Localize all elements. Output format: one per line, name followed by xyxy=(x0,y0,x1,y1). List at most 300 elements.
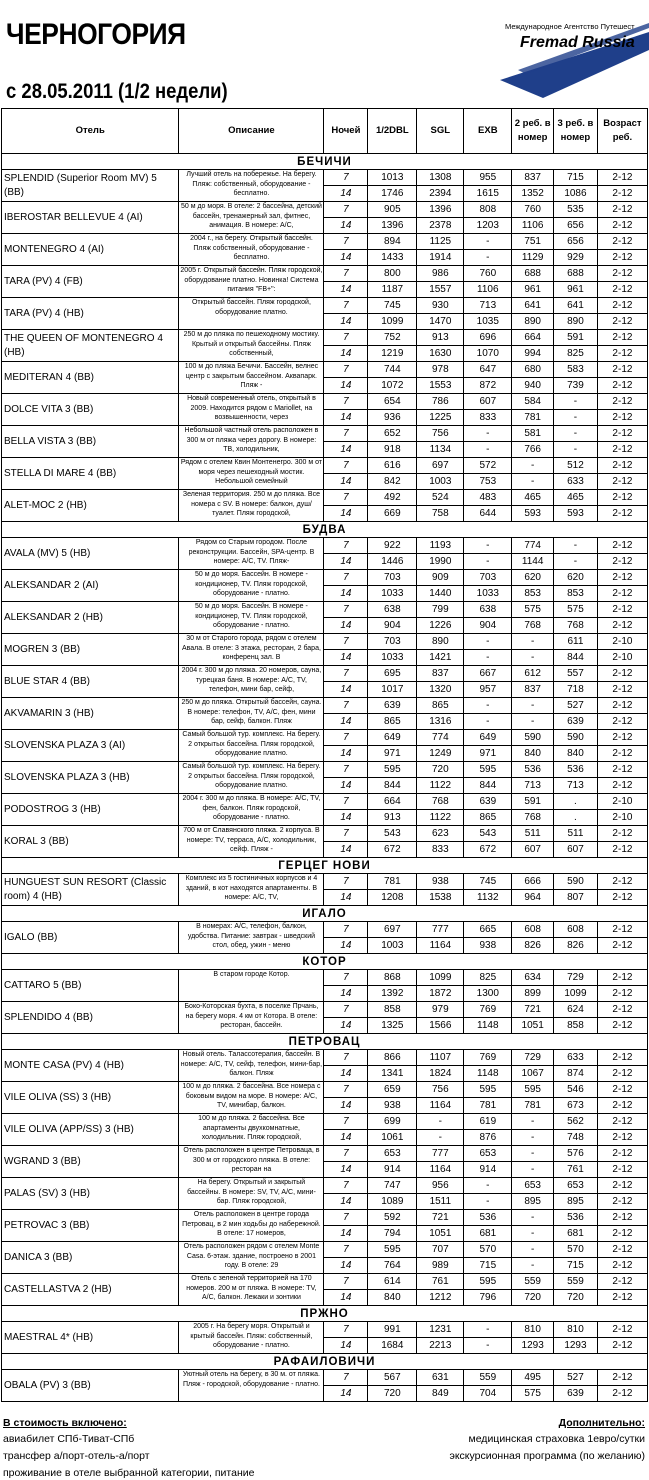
price-cell: 2-10 xyxy=(597,810,647,826)
hotel-name: SLOVENSKA PLAZA 3 (HB) xyxy=(2,762,179,794)
price-cell: 777 xyxy=(417,922,464,938)
price-cell: 536 xyxy=(512,762,554,778)
hotel-name: HUNGUEST SUN RESORT (Classic room) 4 (HB) xyxy=(2,874,179,906)
nights-cell: 7 xyxy=(324,970,368,986)
table-row xyxy=(2,234,648,250)
price-cell: 1538 xyxy=(417,890,464,906)
price-cell: 758 xyxy=(417,506,464,522)
price-cell: 2-12 xyxy=(597,1274,647,1290)
price-cell: 2-12 xyxy=(597,970,647,986)
price-cell: 2-12 xyxy=(597,1290,647,1306)
hotel-description: Открытый бассейн. Пляж городской, оборудование платно. xyxy=(179,298,324,330)
table-header-row xyxy=(2,109,648,154)
price-cell: - xyxy=(512,1130,554,1146)
price-cell: 535 xyxy=(554,202,598,218)
price-cell: 656 xyxy=(554,218,598,234)
price-cell: 979 xyxy=(417,1002,464,1018)
hotel-description: 100 м до пляжа. 2 бассейна. Все номера с боковым видом на море. В номере: A/C, TV, минибар, балкон. xyxy=(179,1082,324,1114)
price-cell: 938 xyxy=(368,1098,417,1114)
table-row xyxy=(2,1274,648,1290)
price-cell: 559 xyxy=(554,1274,598,1290)
price-cell: 620 xyxy=(554,570,598,586)
hotel-name: CASTELLASTVA 2 (HB) xyxy=(2,1274,179,1306)
region-row xyxy=(2,1034,648,1050)
price-cell: 672 xyxy=(464,842,512,858)
price-cell: 536 xyxy=(554,762,598,778)
price-cell: 768 xyxy=(417,794,464,810)
price-cell: 644 xyxy=(464,506,512,522)
nights-cell: 7 xyxy=(324,394,368,410)
price-cell: 681 xyxy=(464,1226,512,1242)
price-cell: 2-12 xyxy=(597,1178,647,1194)
price-cell: 744 xyxy=(368,362,417,378)
price-cell: 876 xyxy=(464,1130,512,1146)
price-cell: - xyxy=(464,426,512,442)
price-cell: 590 xyxy=(554,874,598,890)
price-cell: 929 xyxy=(554,250,598,266)
price-cell: 1249 xyxy=(417,746,464,762)
price-cell: 2-12 xyxy=(597,922,647,938)
hotel-name: AKVAMARIN 3 (HB) xyxy=(2,698,179,730)
nights-cell: 14 xyxy=(324,1098,368,1114)
nights-cell: 14 xyxy=(324,1162,368,1178)
price-cell: 576 xyxy=(554,1146,598,1162)
price-cell: 840 xyxy=(554,746,598,762)
price-cell: 2-12 xyxy=(597,298,647,314)
price-cell: 595 xyxy=(512,1082,554,1098)
price-cell: 703 xyxy=(368,570,417,586)
price-cell: 1421 xyxy=(417,650,464,666)
hotel-description: На берегу. Открытый и закрытый бассейны. В номере: SV, TV, A/C, мини-бар. Пляж городской, xyxy=(179,1178,324,1210)
price-cell: 890 xyxy=(417,634,464,650)
hotel-name: DANICA 3 (BB) xyxy=(2,1242,179,1274)
nights-cell: 7 xyxy=(324,794,368,810)
price-cell: 1144 xyxy=(512,554,554,570)
price-cell: 760 xyxy=(464,266,512,282)
nights-cell: 14 xyxy=(324,938,368,954)
price-cell: 781 xyxy=(512,1098,554,1114)
nights-cell: 7 xyxy=(324,266,368,282)
nights-cell: 7 xyxy=(324,1082,368,1098)
price-cell: 639 xyxy=(464,794,512,810)
price-cell: 667 xyxy=(464,666,512,682)
nights-cell: 7 xyxy=(324,538,368,554)
price-cell: 1051 xyxy=(417,1226,464,1242)
price-cell: - xyxy=(464,714,512,730)
price-cell: 914 xyxy=(464,1162,512,1178)
table-row xyxy=(2,458,648,474)
price-cell: 575 xyxy=(512,602,554,618)
table-row xyxy=(2,1178,648,1194)
price-cell: 591 xyxy=(512,794,554,810)
price-cell: 865 xyxy=(417,698,464,714)
price-cell: 781 xyxy=(464,1098,512,1114)
hotel-name: DOLCE VITA 3 (BB) xyxy=(2,394,179,426)
price-cell: 707 xyxy=(417,1242,464,1258)
hotel-name: TARA (PV) 4 (FB) xyxy=(2,266,179,298)
price-cell: 849 xyxy=(417,1386,464,1402)
hotel-name: MOGREN 3 (BB) xyxy=(2,634,179,666)
price-cell: 874 xyxy=(554,1066,598,1082)
table-row xyxy=(2,570,648,586)
price-cell: 2-12 xyxy=(597,1114,647,1130)
price-cell: 938 xyxy=(464,938,512,954)
nights-cell: 7 xyxy=(324,1050,368,1066)
price-cell: 608 xyxy=(554,922,598,938)
price-cell: 688 xyxy=(512,266,554,282)
price-cell: 1433 xyxy=(368,250,417,266)
nights-cell: 7 xyxy=(324,730,368,746)
price-cell: . xyxy=(554,794,598,810)
price-cell: 713 xyxy=(554,778,598,794)
price-cell: 2-12 xyxy=(597,1002,647,1018)
price-cell: 837 xyxy=(512,682,554,698)
price-cell: 2-12 xyxy=(597,730,647,746)
price-cell: - xyxy=(464,250,512,266)
price-cell: 957 xyxy=(464,682,512,698)
price-cell: 465 xyxy=(554,490,598,506)
price-cell: 1396 xyxy=(368,218,417,234)
price-cell: 2-12 xyxy=(597,890,647,906)
price-cell: 1511 xyxy=(417,1194,464,1210)
price-cell: 890 xyxy=(554,314,598,330)
price-cell: - xyxy=(464,554,512,570)
nights-cell: 14 xyxy=(324,1386,368,1402)
price-cell: 868 xyxy=(368,970,417,986)
price-cell: 894 xyxy=(368,234,417,250)
price-cell: 1129 xyxy=(512,250,554,266)
price-cell: 647 xyxy=(464,362,512,378)
nights-cell: 7 xyxy=(324,1370,368,1386)
price-cell: 654 xyxy=(368,394,417,410)
price-cell: - xyxy=(464,442,512,458)
nights-cell: 14 xyxy=(324,442,368,458)
price-cell: 905 xyxy=(368,202,417,218)
price-cell: 543 xyxy=(464,826,512,842)
price-cell: 567 xyxy=(368,1370,417,1386)
price-cell: 2-10 xyxy=(597,634,647,650)
price-cell: 895 xyxy=(512,1194,554,1210)
nights-cell: 14 xyxy=(324,1130,368,1146)
price-cell: 955 xyxy=(464,170,512,186)
table-row xyxy=(2,730,648,746)
price-cell: 680 xyxy=(512,362,554,378)
price-cell: 1231 xyxy=(417,1322,464,1338)
price-cell: 653 xyxy=(554,1178,598,1194)
table-row xyxy=(2,602,648,618)
price-cell: 904 xyxy=(464,618,512,634)
price-cell: 777 xyxy=(417,1146,464,1162)
price-cell: 639 xyxy=(368,698,417,714)
table-row xyxy=(2,1082,648,1098)
column-header: 1/2DBL xyxy=(368,109,417,154)
page-subtitle: с 28.05.2011 (1/2 недели) xyxy=(6,80,228,103)
price-cell: 2-12 xyxy=(597,474,647,490)
price-cell: 704 xyxy=(464,1386,512,1402)
price-cell: 631 xyxy=(417,1370,464,1386)
price-cell: 2-12 xyxy=(597,714,647,730)
table-row xyxy=(2,1146,648,1162)
hotel-description: 700 м от Славянского пляжа. 2 корпуса. В номере: TV, терраса, A/C, холодильник, сейф. Пляж - xyxy=(179,826,324,858)
price-cell: 590 xyxy=(512,730,554,746)
price-cell: 1013 xyxy=(368,170,417,186)
price-cell: 720 xyxy=(417,762,464,778)
price-cell: 1293 xyxy=(512,1338,554,1354)
price-cell: 899 xyxy=(512,986,554,1002)
price-cell: 546 xyxy=(554,1082,598,1098)
price-cell: 1553 xyxy=(417,378,464,394)
price-cell: 2-12 xyxy=(597,618,647,634)
price-cell: 536 xyxy=(554,1210,598,1226)
hotel-description: Самый большой тур. комплекс. На берегу. 2 открытых бассейна. Пляж городской, оборудование платно. xyxy=(179,730,324,762)
hotel-name: ALEKSANDAR 2 (AI) xyxy=(2,570,179,602)
price-cell: 2-12 xyxy=(597,1194,647,1210)
price-cell: 940 xyxy=(512,378,554,394)
price-cell: 2-12 xyxy=(597,394,647,410)
hotel-name: IBEROSTAR BELLEVUE 4 (AI) xyxy=(2,202,179,234)
region-name: ИГАЛО xyxy=(2,906,648,922)
nights-cell: 14 xyxy=(324,1290,368,1306)
price-cell: 825 xyxy=(464,970,512,986)
table-row xyxy=(2,666,648,682)
price-cell: 595 xyxy=(368,1242,417,1258)
column-header: 3 реб. в номер xyxy=(554,109,598,154)
nights-cell: 7 xyxy=(324,1210,368,1226)
price-cell: 713 xyxy=(464,298,512,314)
nights-cell: 14 xyxy=(324,682,368,698)
included-item: авиабилет СПб-Тиват-СПб xyxy=(3,1433,135,1445)
nights-cell: 7 xyxy=(324,202,368,218)
price-cell: 713 xyxy=(512,778,554,794)
price-cell: 1148 xyxy=(464,1018,512,1034)
price-cell: 715 xyxy=(554,1258,598,1274)
hotel-description: Отель расположен рядом с отелем Monte Casa. 6-этаж. здание, построено в 2001 году. В отеле: 29 xyxy=(179,1242,324,1274)
price-cell: 1914 xyxy=(417,250,464,266)
price-cell: 761 xyxy=(554,1162,598,1178)
price-cell: 2-12 xyxy=(597,218,647,234)
price-cell: 512 xyxy=(554,458,598,474)
price-cell: - xyxy=(512,1258,554,1274)
price-cell: 739 xyxy=(554,378,598,394)
price-cell: 761 xyxy=(417,1274,464,1290)
price-cell: 583 xyxy=(554,362,598,378)
price-cell: 1122 xyxy=(417,778,464,794)
price-cell: 2-12 xyxy=(597,426,647,442)
price-cell: 825 xyxy=(554,346,598,362)
hotel-description: В старом городе Котор. xyxy=(179,970,324,1002)
nights-cell: 7 xyxy=(324,634,368,650)
price-cell: 611 xyxy=(554,634,598,650)
hotel-name: MONTE CASA (PV) 4 (HB) xyxy=(2,1050,179,1082)
price-cell: 1003 xyxy=(417,474,464,490)
price-cell: 575 xyxy=(554,602,598,618)
price-cell: 1566 xyxy=(417,1018,464,1034)
nights-cell: 7 xyxy=(324,170,368,186)
price-cell: 527 xyxy=(554,698,598,714)
price-cell: 794 xyxy=(368,1226,417,1242)
price-cell: 697 xyxy=(368,922,417,938)
nights-cell: 14 xyxy=(324,410,368,426)
column-header: Ночей xyxy=(324,109,368,154)
column-header: 2 реб. в номер xyxy=(512,109,554,154)
price-cell: 810 xyxy=(554,1322,598,1338)
price-cell: 837 xyxy=(417,666,464,682)
hotel-name: VILE OLIVA (APP/SS) 3 (HB) xyxy=(2,1114,179,1146)
price-cell: 2-12 xyxy=(597,826,647,842)
hotel-name: CATTARO 5 (BB) xyxy=(2,970,179,1002)
hotel-description: 50 м до моря. Бассейн. В номере - кондиционер, TV. Пляж городской, оборудование - платно. xyxy=(179,570,324,602)
price-cell: 826 xyxy=(554,938,598,954)
price-cell: 781 xyxy=(512,410,554,426)
price-cell: 872 xyxy=(464,378,512,394)
price-cell: 844 xyxy=(554,650,598,666)
price-table xyxy=(1,108,648,1402)
price-cell: . xyxy=(554,810,598,826)
price-cell: 766 xyxy=(512,442,554,458)
price-cell: 1099 xyxy=(368,314,417,330)
price-cell: 2-12 xyxy=(597,762,647,778)
price-cell: 1872 xyxy=(417,986,464,1002)
price-cell: - xyxy=(464,698,512,714)
price-cell: 1070 xyxy=(464,346,512,362)
price-cell: 720 xyxy=(368,1386,417,1402)
nights-cell: 7 xyxy=(324,330,368,346)
price-cell: 641 xyxy=(512,298,554,314)
nights-cell: 7 xyxy=(324,1322,368,1338)
price-cell: 781 xyxy=(368,874,417,890)
included-item: проживание в отеле выбранной категории, питание xyxy=(3,1467,255,1479)
nights-cell: 14 xyxy=(324,186,368,202)
price-cell: 768 xyxy=(512,618,554,634)
price-cell: 1203 xyxy=(464,218,512,234)
price-cell: 595 xyxy=(464,1274,512,1290)
price-cell: 652 xyxy=(368,426,417,442)
table-row xyxy=(2,170,648,186)
price-cell: 511 xyxy=(554,826,598,842)
hotel-name: OBALA (PV) 3 (BB) xyxy=(2,1370,179,1402)
nights-cell: 14 xyxy=(324,474,368,490)
nights-cell: 7 xyxy=(324,426,368,442)
price-cell: 807 xyxy=(554,890,598,906)
price-cell: 964 xyxy=(512,890,554,906)
price-cell: 2-12 xyxy=(597,1242,647,1258)
price-cell: 718 xyxy=(554,682,598,698)
price-cell: 639 xyxy=(554,1386,598,1402)
nights-cell: 7 xyxy=(324,1274,368,1290)
table-row xyxy=(2,970,648,986)
price-cell: 866 xyxy=(368,1050,417,1066)
price-cell: 649 xyxy=(464,730,512,746)
price-cell: 2-12 xyxy=(597,1322,647,1338)
price-cell: 721 xyxy=(512,1002,554,1018)
price-cell: 837 xyxy=(512,170,554,186)
price-cell: 844 xyxy=(368,778,417,794)
price-cell: 729 xyxy=(512,1050,554,1066)
price-cell: 764 xyxy=(368,1258,417,1274)
nights-cell: 7 xyxy=(324,298,368,314)
column-header: Описание xyxy=(179,109,324,154)
table-row xyxy=(2,1242,648,1258)
price-cell: 1824 xyxy=(417,1066,464,1082)
hotel-description: В номерах: A/C, телефон, балкон, удобства. Питание: завтрак - шведский стол, обед, ужин - меню xyxy=(179,922,324,954)
price-cell: 844 xyxy=(464,778,512,794)
price-cell: 695 xyxy=(368,666,417,682)
hotel-description: 2004 г. 300 м до пляжа. В номере: A/C, TV, фен, балкон. Пляж городской, оборудование - платно. xyxy=(179,794,324,826)
price-cell: 595 xyxy=(464,1082,512,1098)
price-cell: - xyxy=(464,1194,512,1210)
price-cell: 865 xyxy=(464,810,512,826)
price-cell: 858 xyxy=(554,1018,598,1034)
price-cell: 1446 xyxy=(368,554,417,570)
price-cell: - xyxy=(464,234,512,250)
hotel-name: BLUE STAR 4 (BB) xyxy=(2,666,179,698)
price-cell: 1341 xyxy=(368,1066,417,1082)
table-row xyxy=(2,762,648,778)
price-cell: 593 xyxy=(512,506,554,522)
price-cell: 1017 xyxy=(368,682,417,698)
hotel-name: MAESTRAL 4* (HB) xyxy=(2,1322,179,1354)
price-cell: 511 xyxy=(512,826,554,842)
hotel-description: Небольшой частный отель расположен в 300 м от пляжа через дорогу. В номере: ТВ, холодильник, xyxy=(179,426,324,458)
price-cell: 672 xyxy=(368,842,417,858)
nights-cell: 7 xyxy=(324,666,368,682)
column-header: Возраст реб. xyxy=(597,109,647,154)
price-cell: 1193 xyxy=(417,538,464,554)
price-cell: - xyxy=(512,1162,554,1178)
region-name: ГЕРЦЕГ НОВИ xyxy=(2,858,648,874)
price-cell: 575 xyxy=(512,1386,554,1402)
hotel-name: STELLA DI MARE 4 (BB) xyxy=(2,458,179,490)
price-cell: - xyxy=(512,458,554,474)
price-cell: 2-12 xyxy=(597,202,647,218)
hotel-description: 100 м до пляжа Бечичи. Бассейн, велнес центр с закрытым бассейном. Аквапарк. Пляж - xyxy=(179,362,324,394)
hotel-description: Самый большой тур. комплекс. На берегу. 2 открытых бассейна. Пляж городской, оборудование платно. xyxy=(179,762,324,794)
nights-cell: 14 xyxy=(324,378,368,394)
region-row xyxy=(2,1354,648,1370)
price-cell: 570 xyxy=(464,1242,512,1258)
price-cell: 624 xyxy=(554,1002,598,1018)
price-cell: 1067 xyxy=(512,1066,554,1082)
price-cell: 665 xyxy=(464,922,512,938)
hotel-name: BELLA VISTA 3 (BB) xyxy=(2,426,179,458)
price-cell: 1557 xyxy=(417,282,464,298)
price-cell: 559 xyxy=(464,1370,512,1386)
price-cell: 971 xyxy=(464,746,512,762)
hotel-name: MONTENEGRO 4 (AI) xyxy=(2,234,179,266)
price-cell: - xyxy=(464,1178,512,1194)
nights-cell: 7 xyxy=(324,458,368,474)
price-cell: - xyxy=(512,714,554,730)
price-cell: 768 xyxy=(554,618,598,634)
price-cell: - xyxy=(512,650,554,666)
table-row xyxy=(2,1370,648,1386)
nights-cell: 7 xyxy=(324,1242,368,1258)
nights-cell: 7 xyxy=(324,826,368,842)
price-cell: - xyxy=(512,698,554,714)
price-cell: 774 xyxy=(512,538,554,554)
price-cell: 1051 xyxy=(512,1018,554,1034)
hotel-description: 50 м до моря. Бассейн. В номере - кондиционер, TV. Пляж городской, оборудование - платно. xyxy=(179,602,324,634)
price-cell: 930 xyxy=(417,298,464,314)
price-cell: 2-10 xyxy=(597,650,647,666)
price-cell: 608 xyxy=(512,922,554,938)
price-cell: 1187 xyxy=(368,282,417,298)
price-cell: 2-12 xyxy=(597,1210,647,1226)
price-cell: 2-12 xyxy=(597,1146,647,1162)
nights-cell: 14 xyxy=(324,1194,368,1210)
price-cell: - xyxy=(512,1242,554,1258)
price-cell: 653 xyxy=(368,1146,417,1162)
